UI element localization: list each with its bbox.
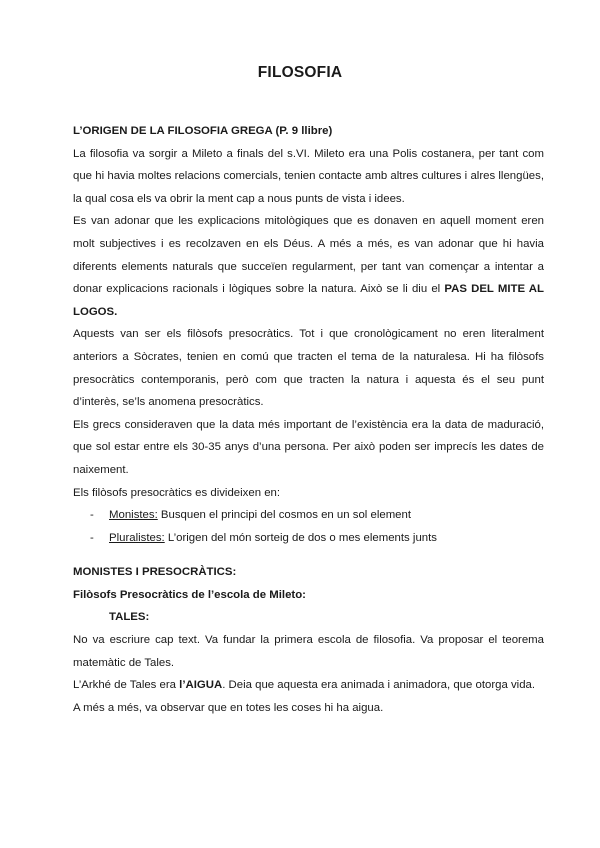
spacer xyxy=(73,549,544,561)
arkhe-text-before: L’Arkhé de Tales era xyxy=(73,679,180,692)
mite-logos-emphasis: PAS DEL MITE AL LOGOS. xyxy=(73,283,544,318)
subheading-mileto: Filòsofs Presocràtics de l’escola de Mileto: xyxy=(73,588,306,601)
arkhe-emphasis: l’AIGUA xyxy=(179,679,223,692)
paragraph-tales-escola: No va escriure cap text. Va fundar la primera escola de filosofia. Va proposar el teorema matemàtic de Tales. xyxy=(73,634,544,669)
list-term: Pluralistes: xyxy=(109,531,165,544)
section-heading-origen: L’ORIGEN DE LA FILOSOFIA GREGA (P. 9 llibre) xyxy=(73,125,333,137)
document-body xyxy=(73,120,544,719)
list-dash: - xyxy=(90,509,94,522)
list-item xyxy=(73,527,544,550)
paragraph-divisio: Els filòsofs presocràtics es divideixen en: xyxy=(73,486,281,499)
page-title: FILOSOFIA xyxy=(257,64,343,81)
list-text: L’origen del món sorteig de dos o mes elements junts xyxy=(164,531,437,544)
paragraph-mileto: La filosofia va sorgir a Mileto a finals del s.VI. Mileto era una Polis costanera, per tant com que hi havia moltes relacions comercials, tenien contacte amb altres cultures i alres llengües, la qual cosa els va obrir la ment cap a nous punts de vista i idees. xyxy=(73,147,544,205)
list-item xyxy=(73,504,544,527)
paragraph-presocratics: Aquests van ser els filòsofs presocràtics. Tot i que cronològicament no eren literalment anteriors a Sòcrates, tenien en comú que tracten el tema de la naturalesa. Hi ha filòsofs presocràtics contemporanis, però com que tracten la natura i aquesta és el seu punt d’interès, se’ls anomena presocràtics. xyxy=(73,328,544,409)
arkhe-text-after: . Deia que aquesta era animada i animadora, que otorga vida. xyxy=(222,679,536,692)
paragraph-maduracio: Els grecs consideraven que la data més important de l’existència era la data de maduració, que sol estar entre els 30-35 anys d’una persona. Per això poden ser imprecís les dates de naixement. xyxy=(73,418,544,476)
paragraph-aigua: A més a més, va observar que en totes les coses hi ha aigua. xyxy=(73,701,384,714)
list-text: Busquen el principi del cosmos en un sol element xyxy=(157,509,412,522)
philosopher-types-list xyxy=(73,504,544,549)
tales-title: TALES: xyxy=(109,611,150,624)
paragraph-mite-logos-text: Es van adonar que les explicacions mitològiques que es donaven en aquell moment eren molt subjectives i es recolzaven en els Déus. A més a més, es van adonar que hi havia diferents elements naturals que succeïen regularment, per tant van començar a intentar a donar explicacions racionals i lògiques sobre la natura. Això se li diu el xyxy=(73,215,544,296)
list-dash: - xyxy=(90,531,94,544)
list-term: Monistes: xyxy=(109,509,158,522)
paragraph-mite-logos xyxy=(73,210,544,323)
paragraph-arkhe xyxy=(73,674,544,697)
section-heading-monistes: MONISTES I PRESOCRÀTICS: xyxy=(73,566,237,579)
